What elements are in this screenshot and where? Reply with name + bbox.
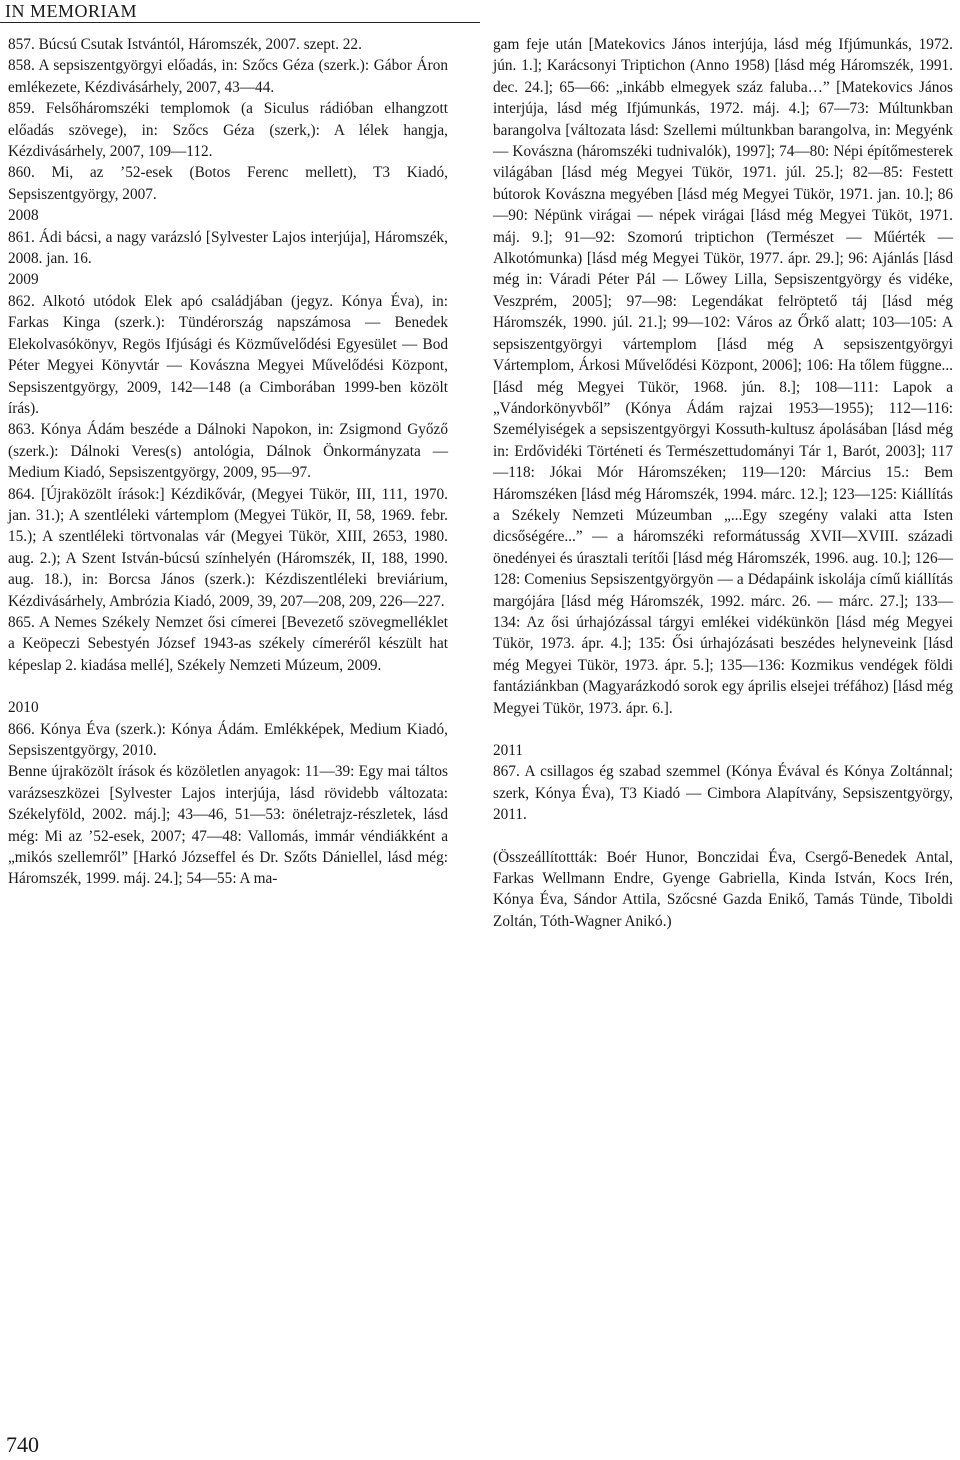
entry-867: 867. A csillagos ég szabad szemmel (Kónya Évával és Kónya Zoltánnal; szerk, Kónya Éva), T3 Kiadó — Cimbora Alapítvány, Sepsiszentgyörgy, 2011. <box>493 763 953 824</box>
right-column <box>493 34 953 932</box>
compilers-note: (Összeállítottták: Boér Hunor, Bonczidai Éva, Csergő-Benedek Antal, Farkas Wellmann Endre, Gyenge Gabriella, Kinda István, Kocs Irén, Kónya Éva, Sándor Attila, Szőcsné Gazda Enikő, Tamás Tünde, Tiboldi Zoltán, Tóth-Wagner Anikó.) <box>493 848 953 930</box>
running-header <box>0 0 137 22</box>
entry-861: 861. Ádi bácsi, a nagy varázsló [Sylvester Lajos interjúja], Háromszék, 2008. jan. 16. <box>8 228 448 268</box>
entry-866: 866. Kónya Éva (szerk.): Kónya Ádám. Emlékképek, Medium Kiadó, Sepsiszentgyörgy, 2010. <box>8 720 448 759</box>
entry-866-continued: gam feje után [Matekovics János interjúja, lásd még Ifjúmunkás, 1972. jún. 1.]; Karácsonyi Triptichon (Anno 1958) [lásd még Háromszék, 1991. dec. 24.]; 65—66: „inkább elmegyek száz faluba…” [Matekovics János interjúja, lásd még Ifjúmunkás, 1972. máj. 4.]; 67—73: Múltunkban barangolva [változata lásd: Szellemi múltunkban barangolva, in: Megyénk — Kovászna (háromszéki tudnivalók), 1997]; 74—80: Népi építőmesterek világában [lásd még Megyei Tükör, 1971. júl. 25.]; 82—85: Festett bútorok Kovászna megyében [lásd még Megyei Tükör, 1971. jan. 10.]; 86—90: Népünk virágai — népek virágai [lásd még Megyei Tüköt, 1971. máj. 9.]; 91—92: Szomorú triptichon (Természet — Műérték — Alkotómunka) [lásd még Megyei Tükör, 1977. ápr. 29.]; 96: Ajánlás [lásd még in: Váradi Péter Pál — Lőwey Lilla, Sepsiszentgyörgy és vidéke, Veszprém, 2005]; 97—98: Legendákat felröptető táj [lásd még Háromszék, 1990. júl. 21.]; 99—102: Város az Őrkő alatt; 103—105: A sepsiszentgyörgyi vártemplom [lásd még A sepsiszentgyörgyi Vártemplom, Árkosi Művelődési Központ, 2006]; 106: Ha tőlem függne... [lásd még Megyei Tükör, 1968. jún. 8.]; 108—111: Lapok a „Vándorkönyvből” (Kónya Ádám rajzai 1953—1955); 112—116: Személyiségek a sepsiszentgyörgyi Kossuth-kultusz ápolásában [lásd még in: Erdővidéki Történeti és Természettudományi Tár 1, Barót, 2003]; 117—118: Jókai Mór Háromszéken; 119—120: Március 15.: Bem Háromszéken [lásd még Háromszék, 1994. márc. 12.]; 123—125: Kiállítás a Székely Nemzeti Múzeumban „...Egy szegény valaki atta Isten dicsőségére...” — a háromszéki reformátusság XVII—XVIII. századi önedényei és úrasztali terítői [lásd még Háromszék, 1996. aug. 10.]; 126—128: Comenius Sepsiszentgyörgyön — a Dédapáink iskolája című kiállítás margójára [lásd még Háromszék, 1992. márc. 26. — márc. 27.]; 133—134: Az ősi úrhajózással tárgyi emlékei vidékünkön [lásd még Megyei Tükör, 1973. ápr. 4.]; 135: Ősi úrhajózásati beszédes helyneveink [lásd még Megyei Tükör, 1973. ápr. 5.]; 135—136: Kozmikus vendégek földi fantáziánkban (Magyarázkodó sorok egy április elsejei tréfához) [lásd még Megyei Tükör, 1973. ápr. 6.]. <box>493 36 953 717</box>
entry-863: 863. Kónya Ádám beszéde a Dálnoki Napokon, in: Zsigmond Győző (szerk.): Dálnoki Veres(s) antológia, Dálnok Önkormányzata — Medium Kiadó, Sepsiszentgyörgy, 2009, 95—97. <box>8 421 448 482</box>
entry-857: 857. Búcsú Csutak Istvántól, Háromszék, 2007. szept. 22. <box>8 36 362 53</box>
entry-860: 860. Mi, az ’52-esek (Botos Ferenc mellett), T3 Kiadó, Sepsiszentgyörgy, 2007. <box>8 164 448 203</box>
year-heading-2010: 2010 <box>8 699 39 717</box>
entry-864: 864. [Újraközölt írások:] Kézdikővár, (Megyei Tükör, III, 111, 1970. jan. 31.); A szentléleki vártemplom (Megyei Tükör, II, 58, 1969. febr. 15.); A szentléleki törtvonalas vár (Megyei Tükör, XIII, 2653, 1980. aug. 2.); A Szent István-búcsú színhelyén (Háromszék, II, 188, 1990. aug. 18.), in: Borcsa János (szerk.): Kézdiszentléleki breviárium, Kézdivásárhely, Ambrózia Kiadó, 2009, 39, 207—208, 209, 226—227. <box>8 485 448 610</box>
section-title: IN MEMORIAM <box>5 0 138 21</box>
page-number: 740 <box>6 1432 39 1457</box>
header-rule <box>0 22 480 23</box>
year-heading-2011: 2011 <box>493 742 524 759</box>
entry-862: 862. Alkotó utódok Elek apó családjában (jegyz. Kónya Éva), in: Farkas Kinga (szerk.): Tündérország napszámosa — Benedek Elekolvasókönyv, Regös Ifjúsági és Közművelődési Egyesület — Bod Péter Megyei Könyvtár — Kovászna Megyei Művelődési Központ, Sepsiszentgyörgy, 2009, 142—148 (a Cimborában 1999-ben közölt írás). <box>8 292 448 417</box>
entry-858: 858. A sepsiszentgyörgyi előadás, in: Szőcs Géza (szerk.): Gábor Áron emlékezete, Kézdivásárhely, 2007, 43—44. <box>8 57 448 96</box>
entry-859: 859. Felsőháromszéki templomok (a Siculus rádióban elhangzott előadás szövege), in: Szőcs Géza (szerk,): A lélek hangja, Kézdivásárhely, 2007, 109—112. <box>8 100 448 161</box>
year-heading-2009: 2009 <box>8 271 39 289</box>
spacer <box>8 676 448 697</box>
entry-865: 865. A Nemes Székely Nemzet ősi címerei [Bevezető szövegmelléklet a Keöpeczi Sebestyén József 1943-as székely címeréről készült hat képeslap 2. kiadása mellé], Székely Nemzeti Múzeum, 2009. <box>8 613 448 674</box>
spacer <box>493 826 953 847</box>
entry-866-contents: Benne újraközölt írások és közöletlen anyagok: 11—39: Egy mai táltos varázseszközei [Sylvester Lajos interjúja, lásd rövidebb változata: Székelyföld, 2002. máj.]; 43—46, 51—53: önéletrajz-részletek, lásd még: Mi az ’52-esek, 2007; 47—48: Vallomás, immár véndiákként a „mikós szellemről” [Harkó Józseffel és Dr. Szőts Dániellel, lásd még: Háromszék, 1999. máj. 24.]; 54—55: A ma- <box>8 763 448 888</box>
year-heading-2008: 2008 <box>8 207 39 225</box>
spacer <box>493 719 953 740</box>
left-column <box>8 34 448 890</box>
